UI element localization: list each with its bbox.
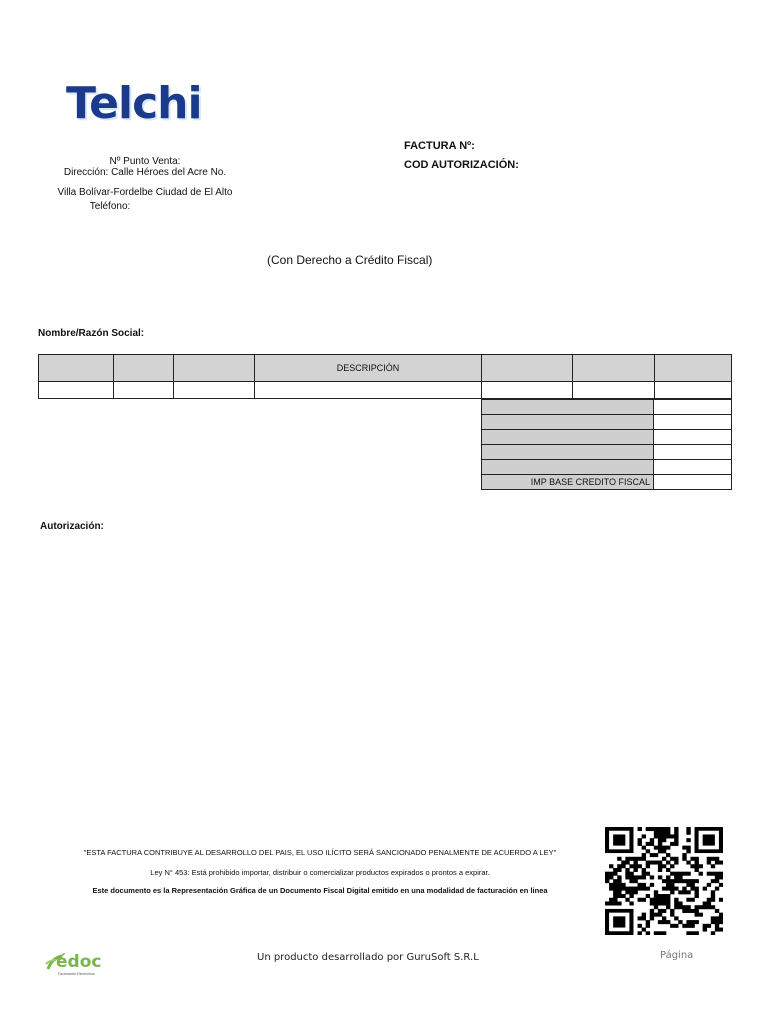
totals-row: [482, 415, 732, 430]
header-descripcion: DESCRIPCIÓN: [255, 355, 482, 382]
totals-row-imp-base: [482, 475, 732, 490]
header-cell: [573, 355, 655, 382]
table-cell: [655, 382, 732, 399]
totals-row: [482, 400, 732, 415]
totals-label: [482, 430, 654, 445]
totals-value: [654, 460, 732, 475]
factura-number-label: FACTURA Nº:: [404, 140, 475, 152]
punto-venta-line: Nº Punto Venta:: [109, 156, 181, 167]
totals-value: [654, 430, 732, 445]
edoc-logo: [44, 950, 114, 980]
table-cell: [255, 382, 482, 399]
qr-code: [605, 827, 723, 935]
direccion-line: Dirección: Calle Héroes del Acre No.: [63, 167, 227, 178]
header-cell: [114, 355, 174, 382]
totals-value: [654, 415, 732, 430]
totals-label: [482, 415, 654, 430]
edoc-logo-text: édoc: [56, 952, 102, 972]
header-cell: [39, 355, 114, 382]
totals-row: [482, 460, 732, 475]
company-address: [40, 156, 250, 198]
page-label: Página: [660, 950, 694, 961]
totals-label: [482, 445, 654, 460]
totals-value: [654, 400, 732, 415]
table-cell: [573, 382, 655, 399]
table-cell: [482, 382, 573, 399]
qr-code-image: [605, 827, 723, 935]
cod-autorizacion-label: COD AUTORIZACIÓN:: [404, 159, 519, 171]
totals-label: [482, 400, 654, 415]
edoc-tagline: Facturación Electrónica: [58, 972, 95, 976]
totals-table: [481, 399, 732, 490]
company-logo: [66, 74, 216, 134]
items-table-header: [39, 355, 732, 382]
ciudad-line: Villa Bolívar-Fordelbe Ciudad de El Alto: [57, 187, 233, 198]
fiscal-note: (Con Derecho a Crédito Fiscal): [267, 253, 433, 267]
totals-value: [654, 445, 732, 460]
totals-row: [482, 445, 732, 460]
ley-453-notice: Ley N° 453: Está prohibido importar, distribuir o comercializar productos expirados o prontos a expirar.: [150, 868, 490, 877]
nombre-razon-social-label: Nombre/Razón Social:: [38, 328, 145, 339]
telefono-line: Teléfono:: [89, 201, 131, 212]
header-cell: [655, 355, 732, 382]
company-logo-text: Telchi: [66, 78, 202, 129]
items-table: [38, 354, 732, 399]
imp-base-credito-fiscal-label: IMP BASE CREDITO FISCAL: [482, 475, 654, 490]
autorizacion-label: Autorización:: [40, 521, 104, 532]
table-cell: [39, 382, 114, 399]
representacion-grafica-notice: Este documento es la Representación Gráfica de un Documento Fiscal Digital emitido en una modalidad de facturación en linea: [92, 886, 548, 895]
legal-notice: "ESTA FACTURA CONTRIBUYE AL DESARROLLO DEL PAIS, EL USO ILÍCITO SERÁ SANCIONADO PENALMENTE DE ACUERDO A LEY": [83, 848, 557, 857]
table-cell: [114, 382, 174, 399]
header-cell: [174, 355, 255, 382]
totals-row: [482, 430, 732, 445]
table-row: [39, 382, 732, 399]
totals-label: [482, 460, 654, 475]
product-credit: Un producto desarrollado por GuruSoft S.R.L: [257, 952, 479, 963]
header-cell: [482, 355, 573, 382]
table-cell: [174, 382, 255, 399]
totals-value: [654, 475, 732, 490]
